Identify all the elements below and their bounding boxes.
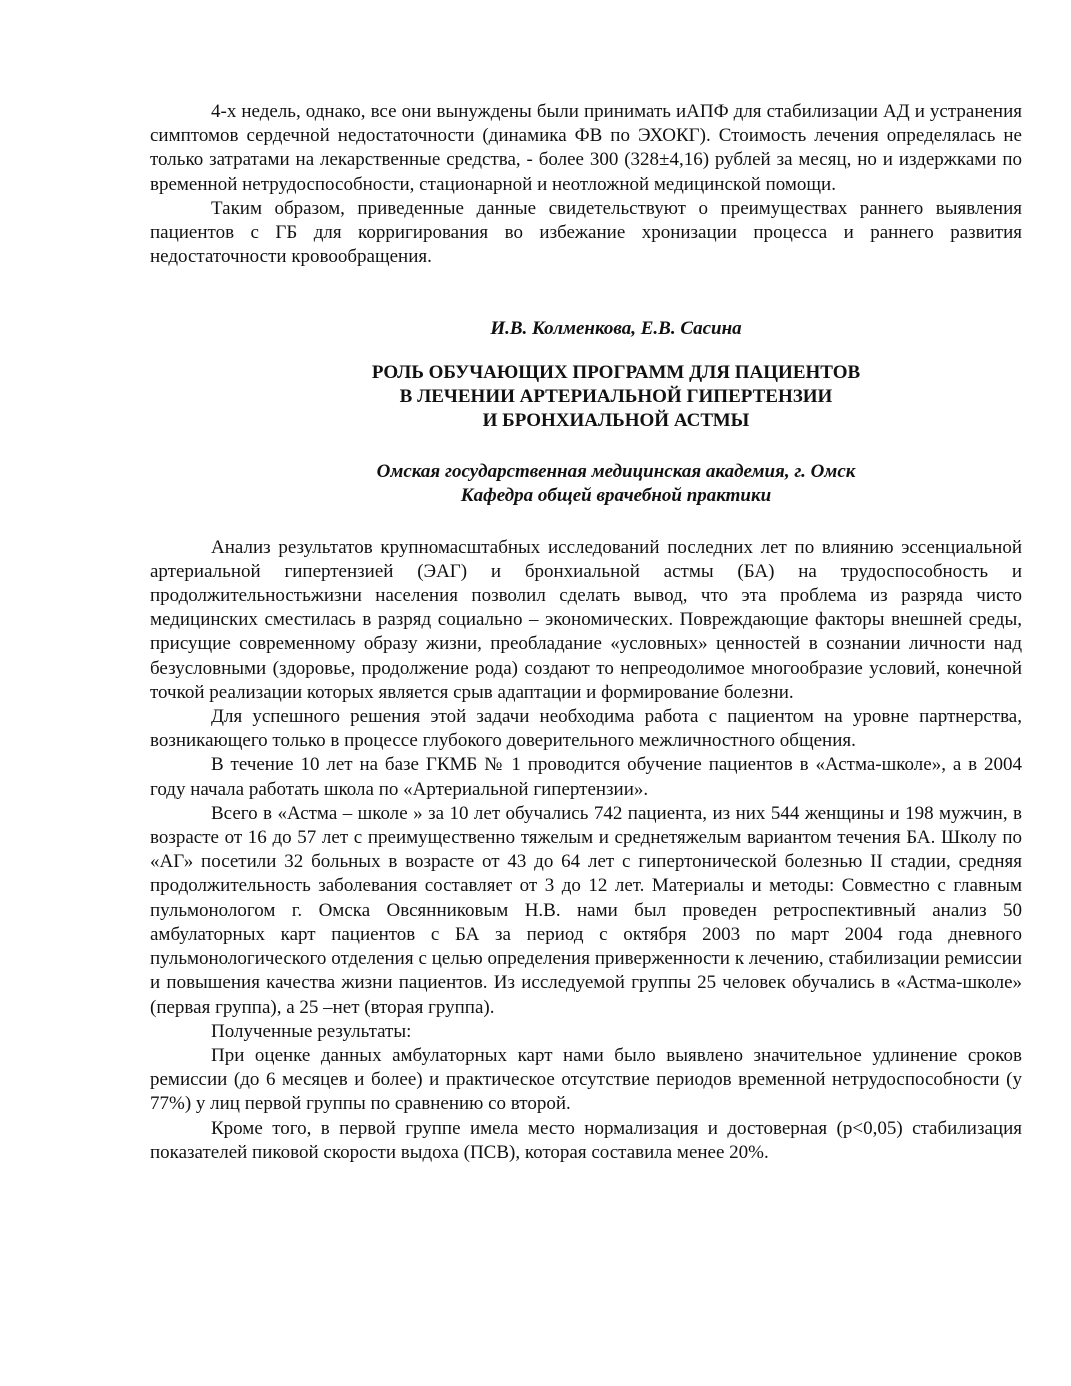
intro-paragraph-1: 4-х недель, однако, все они вынуждены были принимать иАПФ для стабилизации АД и устранения симптомов сердечной недостаточности (динамика ФВ по ЭХОКГ). Стоимость лечения определялась не только затратами на лекарственные средства, - более 300 (328±4,16) рублей за месяц, но и издержками по временной нетрудоспособности, стационарной и неотложной медицинской помощи.	[150, 101, 1022, 195]
article-title	[150, 361, 1022, 434]
article-authors: И.В. Колменкова, Е.В. Сасина	[490, 318, 742, 340]
body-paragraph-4: Всего в «Астма – школе » за 10 лет обучались 742 пациента, из них 544 женщины и 198 мужчин, в возрасте от 16 до 57 лет с преимущественно тяжелым и среднетяжелым вариантом течения БА. Школу по «АГ» посетили 32 больных в возрасте от 43 до 64 лет с гипертонической болезнью II стадии, средняя продолжительность заболевания составляет от 3 до 12 лет. Материалы и методы: Совместно с главным пульмонологом г. Омска Овсянниковым Н.В. нами был проведен ретроспективный анализ 50 амбулаторных карт пациентов с БА за период с октября 2003 по март 2004 года дневного пульмонологического отделения с целью определения приверженности к лечению, стабилизации ремиссии и повышения качества жизни пациентов. Из исследуемой группы 25 человек обучались в «Астма-школе» (первая группа), а 25 –нет (вторая группа).	[150, 802, 1022, 1018]
document-page	[150, 100, 1022, 1165]
affiliation-line-1: Омская государственная медицинская академия, г. Омск	[376, 461, 856, 483]
body-paragraph-1: Анализ результатов крупномасштабных исследований последних лет по влиянию эссенциальной артериальной гипертензией (ЭАГ) и бронхиальной астмы (БА) на трудоспособность и продолжительностьжизни населения позволил сделать вывод, что эта проблема из разряда чисто медицинских сместилась в разряд социально – экономических. Повреждающие факторы внешней среды, присущие современному образу жизни, преобладание «условных» ценностей в сознании личности над безусловными (здоровье, продолжение рода) создают то непреодолимое многообразие условий, конечной точкой реализации которых является срыв адаптации и формирование болезни.	[150, 536, 1022, 703]
body-paragraph-3: В течение 10 лет на базе ГКМБ № 1 проводится обучение пациентов в «Астма-школе», а в 2004 году начала работать школа по «Артериальной гипертензии».	[150, 754, 1022, 800]
article-title-line-2: В ЛЕЧЕНИИ АРТЕРИАЛЬНОЙ ГИПЕРТЕНЗИИ	[399, 385, 833, 407]
article-title-line-1: РОЛЬ ОБУЧАЮЩИХ ПРОГРАММ ДЛЯ ПАЦИЕНТОВ	[371, 361, 861, 383]
article-title-line-3: И БРОНХИАЛЬНОЙ АСТМЫ	[482, 410, 750, 432]
article-affiliation	[150, 460, 1022, 508]
body-paragraph-2: Для успешного решения этой задачи необходима работа с пациентом на уровне партнерства, возникающего только в процессе глубокого доверительного межличностного общения.	[150, 706, 1022, 752]
body-paragraph-6: При оценке данных амбулаторных карт нами было выявлено значительное удлинение сроков ремиссии (до 6 месяцев и более) и практическое отсутствие периодов временной нетрудоспособности (у 77%) у лиц первой группы по сравнению со второй.	[150, 1044, 1022, 1115]
body-paragraph-5: Полученные результаты:	[211, 1020, 412, 1042]
intro-paragraph-2: Таким образом, приведенные данные свидетельствуют о преимуществах раннего выявления пациентов с ГБ для корригирования во избежание хронизации процесса и раннего развития недостаточности кровообращения.	[150, 197, 1022, 268]
body-paragraph-7: Кроме того, в первой группе имела место нормализация и достоверная (р<0,05) стабилизация показателей пиковой скорости выдоха (ПСВ), которая составила менее 20%.	[150, 1117, 1022, 1163]
affiliation-line-2: Кафедра общей врачебной практики	[460, 485, 772, 507]
